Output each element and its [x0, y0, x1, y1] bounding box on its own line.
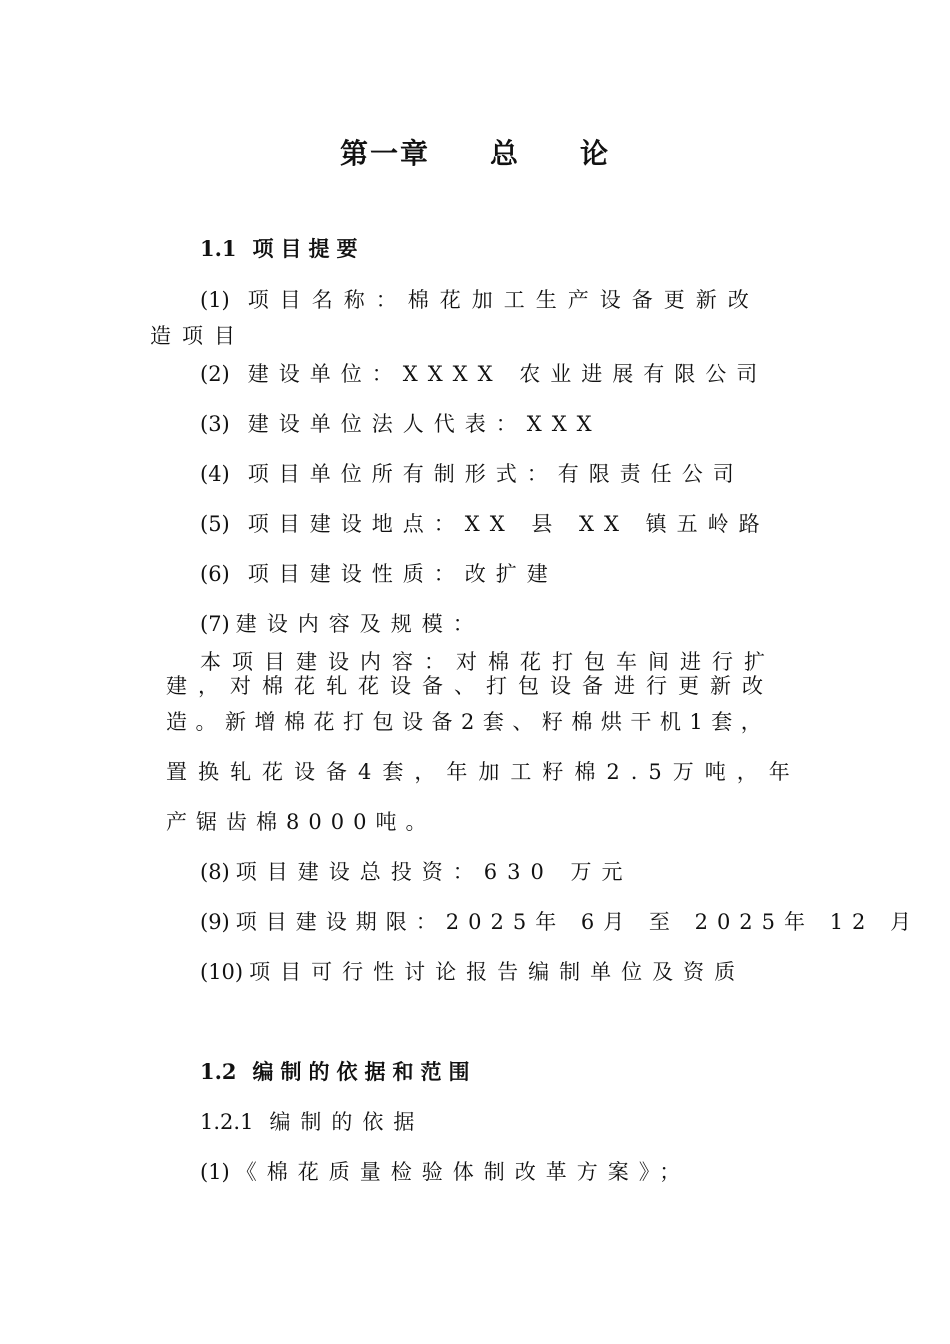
- item-text: 项目名称：棉花加工生产设备更新改: [247, 288, 760, 312]
- chapter-title: 第一章 总 论: [339, 137, 610, 170]
- item-text: 项目建设性质：改扩建: [247, 562, 558, 586]
- list-item: [200, 1158, 690, 1186]
- paragraph-line: 本项目建设内容：对棉花打包车间进行扩: [200, 650, 776, 674]
- item-number: (8): [200, 860, 230, 884]
- list-item: [200, 610, 484, 638]
- item-number: (6): [200, 562, 230, 586]
- item-text: 建设单位法人代表：XXX: [247, 412, 602, 436]
- section-number: 1.2: [200, 1059, 237, 1084]
- list-item: [200, 560, 558, 588]
- paragraph-line: 造。新增棉花打包设备2套、籽棉烘干机1套，: [166, 710, 771, 734]
- paragraph-line: 建，对棉花轧花设备、打包设备进行更新改: [166, 674, 774, 698]
- item-text: 项目可行性讨论报告编制单位及资质: [249, 960, 746, 984]
- list-item: [200, 908, 920, 936]
- paragraph-line: 置换轧花设备4套，年加工籽棉2.5万吨，年: [166, 760, 801, 784]
- item-text: 项目建设期限：2025年 6月 至 2025年 12 月: [235, 910, 921, 934]
- list-item: [200, 460, 744, 488]
- section-heading-1-1: [200, 235, 365, 263]
- item-number: (4): [200, 462, 230, 486]
- list-item: [200, 286, 760, 314]
- list-item: [200, 510, 770, 538]
- item-number: (7): [200, 612, 230, 636]
- list-item-continuation: 造项目: [150, 324, 246, 348]
- item-text: 《棉花质量检验体制改革方案》；: [235, 1160, 691, 1184]
- subsection-heading-1-2-1: [200, 1108, 424, 1136]
- paragraph-line: 产锯齿棉8000吨。: [166, 810, 436, 834]
- item-number: (3): [200, 412, 230, 436]
- item-number: (2): [200, 362, 230, 386]
- item-number: (5): [200, 512, 230, 536]
- item-text: 建设单位：XXXX 农业进展有限公司: [247, 362, 768, 386]
- item-text: 建设内容及规模：: [235, 612, 484, 636]
- subsection-title: 编制的依据: [269, 1110, 425, 1134]
- list-item: [200, 858, 633, 886]
- item-text: 项目建设总投资：630 万元: [235, 860, 633, 884]
- list-item: [200, 360, 767, 388]
- item-number: (1): [200, 288, 230, 312]
- item-text: 项目单位所有制形式：有限责任公司: [247, 462, 744, 486]
- list-item: [200, 410, 602, 438]
- item-number: (9): [200, 910, 230, 934]
- section-number: 1.1: [200, 236, 237, 261]
- list-item: [200, 958, 745, 986]
- subsection-number: 1.2.1: [200, 1110, 254, 1134]
- item-text: 项目建设地点：XX 县 XX 镇五岭路: [247, 512, 770, 536]
- section-title: 编制的依据和范围: [252, 1059, 477, 1084]
- item-number: (1): [200, 1160, 230, 1184]
- section-heading-1-2: [200, 1058, 477, 1086]
- item-number: (10): [200, 960, 244, 984]
- section-title: 项目提要: [252, 236, 365, 261]
